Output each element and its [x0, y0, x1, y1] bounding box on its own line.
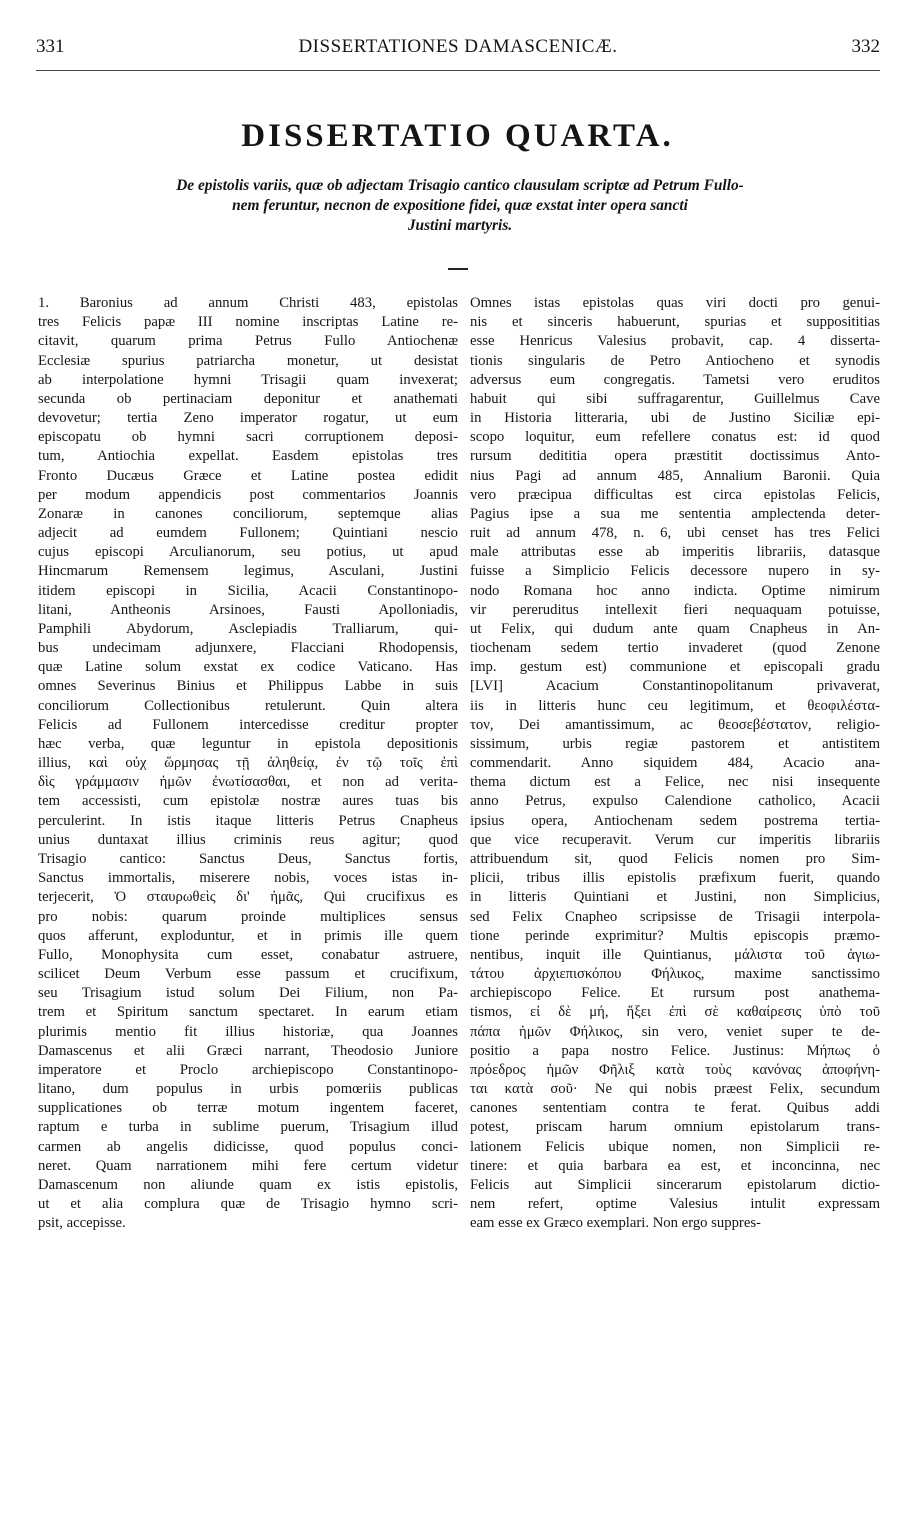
- text-line: tres Felicis papæ III nomine inscriptas Latine re-: [38, 314, 458, 331]
- text-line: quos afferunt, exploduntur, et in primis ille quem: [38, 927, 458, 944]
- running-header: [36, 36, 880, 62]
- text-line: nis et sinceris habuerunt, spurias et supposititias: [470, 314, 880, 331]
- text-line: psit, accepisse.: [38, 1215, 126, 1232]
- text-line: bus undecimam adjunxere, Flacciani Rhodopensis,: [38, 640, 458, 657]
- subtitle-line: De epistolis variis, quæ ob adjectam Trisagio cantico clausulam scriptæ ad Petrum Fullo-: [176, 177, 744, 194]
- text-line: archiepiscopo Felice. Et rursum post anathema-: [470, 985, 880, 1002]
- text-line: imperatore et Proclo archiepiscopo Constantinopo-: [38, 1061, 458, 1078]
- text-line: Sanctus immortalis, miserere nobis, voces istas in-: [38, 870, 458, 887]
- text-line: devovetur; tertia Zeno imperator rogatur, ut eum: [38, 410, 458, 427]
- text-line: attribuendum sit, quod Felicis nomen pro Sim-: [470, 850, 880, 867]
- text-line: tione perinde exprimitur? Multis episcopis præmo-: [470, 927, 880, 944]
- text-line: tismos, εἰ δὲ μή, ἥξει ἐπὶ σὲ καθαίρεσις ὑπὸ τοῦ: [470, 1004, 880, 1021]
- text-line: ut et alia complura quæ de Trisagio hymno scri-: [38, 1196, 458, 1213]
- text-line: ab interpolatione hymni Trisagii quam invexerat;: [38, 371, 458, 388]
- text-line: tinere: et quia barbara ea est, et inconcinna, nec: [470, 1157, 880, 1174]
- header-rule: [36, 70, 880, 71]
- text-line: raptum e turba in sublime puerum, Trisagium illud: [38, 1119, 458, 1136]
- text-line: esse Henricus Valesius probavit, cap. 4 disserta-: [470, 333, 880, 350]
- text-line: neret. Quam narrationem mihi fere certum videtur: [38, 1157, 458, 1174]
- text-line: ται κατὰ σοῦ· Ne qui nobis præest Felix, secundum: [470, 1081, 880, 1098]
- text-line: unius duntaxat illius criminis reus agitur; quod: [38, 831, 458, 848]
- text-line: Omnes istas epistolas quas viri docti pro genui-: [470, 295, 880, 311]
- text-line: τον, Dei amantissimum, ac θεοσεβέστατον, religio-: [470, 716, 880, 733]
- text-line: citavit, quarum prima Petrus Fullo Antiochenæ: [38, 333, 458, 350]
- text-line: fuisse a Simplicio Felicis decessore nupero in sy-: [470, 563, 880, 580]
- text-line: commendarit. Anno siquidem 484, Acacio ana-: [470, 755, 880, 772]
- text-line: seu Trisagium istud solum Dei Filium, non Pa-: [38, 985, 458, 1002]
- text-line: carmen ab angelis didicisse, quod populus conci-: [38, 1138, 458, 1155]
- text-line: thema dictum est a Felice, nec nisi insequente: [470, 774, 880, 791]
- text-line: litano, dum populus in urbis pomœriis publicas: [38, 1081, 458, 1098]
- text-line: positio a papa nostro Felice. Justinus: Μήπως ὁ: [470, 1042, 880, 1059]
- text-line: Damascenus et alii Græci narrant, Theodosio Juniore: [38, 1042, 458, 1059]
- text-line: adjecit ad eumdem Fullonem; Quintiani nescio: [38, 525, 458, 542]
- text-line: sissimum, urbis regiæ pastorem et antistitem: [470, 735, 880, 752]
- dissertation-title: DISSERTATIO QUARTA.: [241, 118, 674, 154]
- text-line: Zonaræ in canones conciliorum, septemque alias: [38, 505, 458, 522]
- text-line: [LVI] Acacium Constantinopolitanum privaverat,: [470, 678, 880, 695]
- text-line: Felicis ad Fullonem intercedisse creditur propter: [38, 716, 458, 733]
- text-line: lationem Felicis ubique nomen, non Simplicii re-: [470, 1138, 880, 1155]
- text-line: rursum dedititia opera præstitit doctissimus Anto-: [470, 448, 880, 465]
- subtitle-line: Justini martyris.: [407, 217, 513, 234]
- text-line: imp. gestum est) communione et episcopali gradu: [470, 659, 880, 676]
- section-separator: [448, 268, 468, 270]
- right-text-column: [470, 294, 880, 1233]
- dissertation-subtitle: [40, 176, 880, 236]
- text-line: tum, Antiochia expellat. Easdem epistolas tres: [38, 448, 458, 465]
- left-text-column: [38, 294, 458, 1233]
- text-line: scopo loquitur, eum refellere conatus est: id quod: [470, 429, 880, 446]
- text-line: πρόεδρος ἡμῶν Φῆλιξ κατὰ τοὺς κανόνας ἀποφήνη-: [470, 1061, 880, 1078]
- text-line: vero præcipua difficultas est circa epistolas Felicis,: [470, 486, 880, 503]
- text-line: scilicet Deum Verbum esse passum et crucifixum,: [38, 966, 458, 983]
- text-line: δὶς γράμμασιν ἡμῶν ἐνωτίσασθαι, et non ad verita-: [38, 774, 458, 791]
- text-line: Trisagio cantico: Sanctus Deus, Sanctus fortis,: [38, 850, 458, 867]
- text-line: Damascenum non aliunde quam ex istis epistolis,: [38, 1176, 458, 1193]
- page-number-right: 332: [851, 36, 880, 57]
- text-line: litani, Antheonis Arsinoes, Fausti Apolloniadis,: [38, 601, 458, 618]
- text-line: plurimis mentio fit illius historiæ, qua Joannes: [38, 1023, 458, 1040]
- text-line: Hincmarum Remensem legimus, Asculani, Justini: [38, 563, 458, 580]
- text-line: eam esse ex Græco exemplari. Non ergo suppres-: [470, 1215, 761, 1232]
- text-line: male attributas esse ab imperitis librariis, datasque: [470, 544, 880, 561]
- text-line: canones sententiam contra te ferat. Quibus addi: [470, 1100, 880, 1117]
- text-line: potest, priscam harum omnium epistolarum trans-: [470, 1119, 880, 1136]
- text-line: episcopatu ob hymni sacri corruptionem deposi-: [38, 429, 458, 446]
- text-line: ut Felix, qui dudum ante quam Cnapheus in An-: [470, 620, 880, 637]
- text-line: vir pereruditus intellexit fieri nequaquam potuisse,: [470, 601, 880, 618]
- text-line: adversus eum congregatis. Tametsi vero eruditos: [470, 371, 880, 388]
- text-line: nentibus, inquit ille Quintianus, μάλιστα τοῦ ἁγιω-: [470, 946, 880, 963]
- text-line: Fronto Ducæus Græce et Latine postea edidit: [38, 467, 458, 484]
- text-line: Ecclesiæ spurius patriarcha monetur, ut desistat: [38, 352, 458, 369]
- text-line: habuit qui sibi suffragarentur, Guillelmus Cave: [470, 390, 880, 407]
- text-line: plicii, tribus illis epistolis præfixum fuerit, quando: [470, 870, 880, 887]
- text-line: nem refert, optime Valesius intulit expressam: [470, 1196, 880, 1213]
- text-line: in litteris Quintiani et Justini, non Simplicius,: [470, 889, 880, 906]
- text-line: Felicis aut Simplicii sincerarum epistolarum dictio-: [470, 1176, 880, 1193]
- text-line: nodo Romana hoc anno indicta. Optime nimirum: [470, 582, 880, 599]
- text-line: itidem episcopi in Sicilia, Acacii Constantinopo-: [38, 582, 458, 599]
- text-line: trem et Spiritum sanctum spectaret. In earum etiam: [38, 1004, 458, 1021]
- text-line: τάτου ἀρχιεπισκόπου Φήλικος, maxime sanctissimo: [470, 966, 880, 983]
- text-line: perculerint. In istis itaque litteris Petrus Cnapheus: [38, 812, 458, 829]
- text-line: tiochenam sedem tertio invaderet (quod Zenone: [470, 640, 880, 657]
- text-line: anno Petrus, expulso Calendione catholico, Acacii: [470, 793, 880, 810]
- text-line: quæ Latine solum exstat ex codice Vaticano. Has: [38, 659, 458, 676]
- text-line: conciliorum Collectionibus retulerunt. Quin altera: [38, 697, 458, 714]
- text-line: nius Pagi ad annum 485, Annalium Baronii. Quia: [470, 467, 880, 484]
- text-line: pro nobis: quarum proinde multiplices sensus: [38, 908, 458, 925]
- page-number-left: 331: [36, 36, 65, 57]
- text-line: ipsius opera, Antiochenam sedem postrema tertia-: [470, 812, 880, 829]
- text-line: sed Felix Cnapheo scripsisse de Trisagii interpola-: [470, 908, 880, 925]
- text-line: cujus episcopi Arculianorum, seu potius, ut apud: [38, 544, 458, 561]
- text-line: 1. Baronius ad annum Christi 483, epistolas: [38, 295, 458, 311]
- text-line: iis in litteris hunc ceu legitimum, et θεοφιλέστα-: [470, 697, 880, 714]
- text-line: illius, καὶ οὐχ ὥρμησας τῇ ἀληθείᾳ, ἐν τῷ τοῖς ἐπὶ: [38, 755, 458, 772]
- text-line: ruit ad annum 478, n. 6, ubi censet has tres Felici: [470, 525, 880, 542]
- text-line: supplicationes ob terræ motum ingentem faceret,: [38, 1100, 458, 1117]
- text-line: omnes Severinus Binius et Philippus Labbe in suis: [38, 678, 458, 695]
- text-line: terjecerit, Ὁ σταυρωθεὶς δι' ἡμᾶς, Qui crucifixus es: [38, 889, 458, 906]
- text-line: tem accessisti, cum epistolæ nostræ aures tuas bis: [38, 793, 458, 810]
- running-title: DISSERTATIONES DAMASCENICÆ.: [298, 36, 618, 57]
- text-line: tionis singularis de Petro Antiocheno et synodis: [470, 352, 880, 369]
- text-line: que vice recuperavit. Verum cur imperitis librariis: [470, 831, 880, 848]
- text-line: secunda ob pertinaciam deponitur et anathemati: [38, 390, 458, 407]
- text-line: per modum appendicis post commentarios Joannis: [38, 486, 458, 503]
- subtitle-line: nem feruntur, necnon de expositione fidei, quæ exstat inter opera sancti: [232, 197, 688, 214]
- text-line: Pagius ipse a sua me sententia amplectenda deter-: [470, 505, 880, 522]
- text-line: hæc verba, quæ leguntur in epistola depositionis: [38, 735, 458, 752]
- text-line: Pamphili Abydorum, Asclepiadis Tralliarum, qui-: [38, 620, 458, 637]
- text-line: πάπα ἡμῶν Φήλικος, sin vero, veniet super te de-: [470, 1023, 880, 1040]
- text-line: Fullo, Monophysita cum esset, conabatur astruere,: [38, 946, 458, 963]
- text-line: in Historia litteraria, ubi de Justino Siciliæ epi-: [470, 410, 880, 427]
